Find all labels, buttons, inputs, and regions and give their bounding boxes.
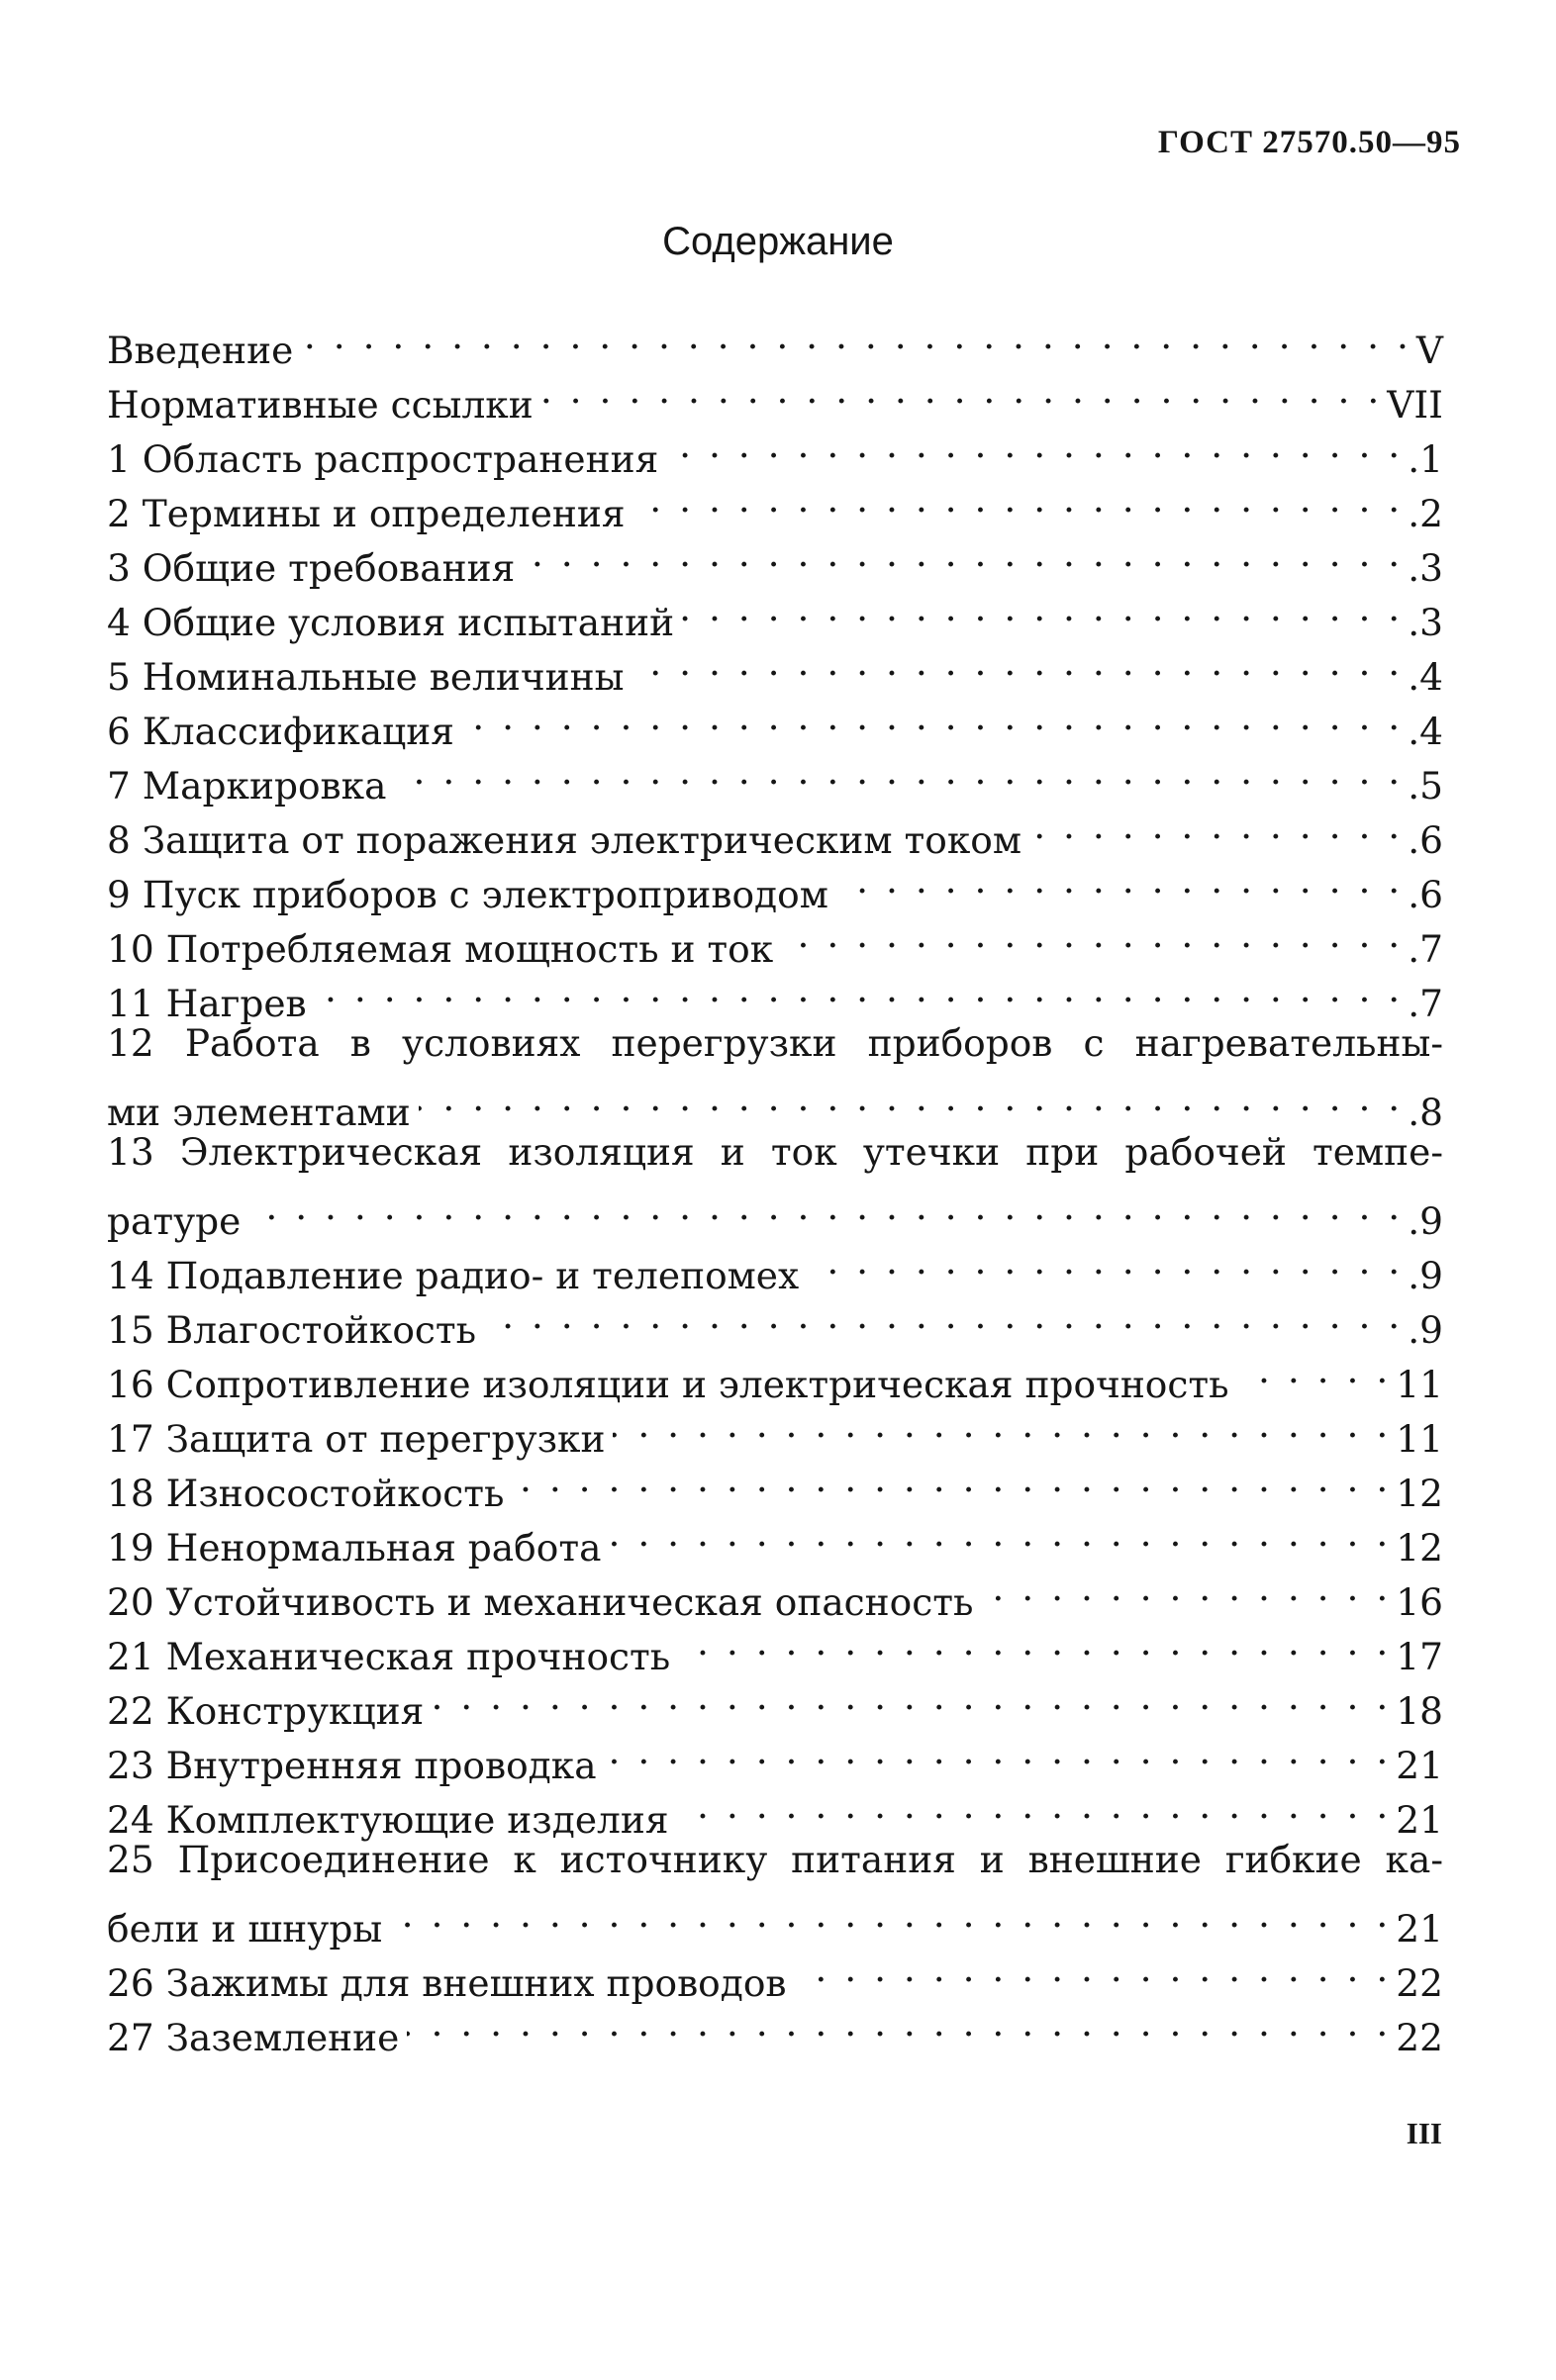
toc-entry-title: 20 Устойчивость и механическая опасность	[107, 1580, 974, 1624]
toc-entry-title: 22 Конструкция	[107, 1689, 425, 1733]
toc-entry-page: V	[1415, 329, 1443, 372]
toc-entry-page: .4	[1408, 710, 1443, 753]
toc-entry-first-line: 13 Электрическая изоляция и ток утечки при рабочей темпе-	[107, 1130, 1443, 1174]
page-title: Содержание	[662, 220, 894, 263]
toc-dot-leader	[248, 1180, 1400, 1234]
toc-entry	[107, 1887, 1443, 1951]
toc-dot-leader	[301, 309, 1409, 363]
toc-entry-first-line: 12 Работа в условиях перегрузки приборов с нагревательны-	[107, 1021, 1443, 1065]
toc-entry-page: .7	[1408, 927, 1443, 971]
toc-entry-page: .8	[1408, 1091, 1443, 1134]
toc-entry-title: 3 Общие требования	[107, 546, 516, 590]
toc-entry-page: 18	[1396, 1689, 1443, 1733]
toc-entry-page: .1	[1408, 437, 1443, 481]
toc-entry	[107, 1180, 1443, 1243]
toc-entry-title: 26 Зажимы для внешних проводов	[107, 1961, 787, 2005]
toc-entry-page: .9	[1408, 1199, 1443, 1243]
toc-entry-page: VII	[1387, 383, 1443, 427]
toc-entry-page: .6	[1408, 818, 1443, 862]
toc-dot-leader	[523, 526, 1400, 581]
toc-dot-leader	[678, 1615, 1388, 1669]
toc-entry-page: .4	[1408, 655, 1443, 699]
document-code: ГОСТ 27570.50—95	[1157, 125, 1461, 160]
toc-entry-title: Нормативные ссылки	[107, 383, 534, 427]
toc-dot-leader	[462, 690, 1400, 744]
toc-entry-page: .5	[1408, 764, 1443, 808]
toc-dot-leader	[795, 1942, 1389, 1996]
toc-entry-title: 11 Нагрев	[107, 982, 307, 1025]
toc-dot-leader	[807, 1234, 1400, 1288]
toc-dot-leader	[484, 1288, 1400, 1343]
toc-dot-leader	[315, 962, 1401, 1016]
toc-entry-page: 12	[1396, 1472, 1443, 1515]
toc-entry-title: 27 Заземление	[107, 2016, 400, 2059]
toc-dot-leader	[632, 635, 1401, 690]
toc-entry-page: 11	[1396, 1417, 1443, 1461]
toc-dot-leader	[512, 1452, 1388, 1506]
toc-entry-title: ратуре	[107, 1199, 242, 1243]
toc-entry-page: .3	[1408, 546, 1443, 590]
toc-entry-title: ми элементами	[107, 1091, 411, 1134]
toc-entry-title: 9 Пуск приборов с электроприводом	[107, 873, 828, 916]
page-number: III	[1406, 2116, 1442, 2150]
toc-entry-first-line: 25 Присоединение к источнику питания и внешние гибкие ка-	[107, 1838, 1443, 1881]
toc-entry-title: Введение	[107, 329, 294, 372]
toc-entry-title: 16 Сопротивление изоляции и электрическая прочность	[107, 1363, 1229, 1406]
toc-dot-leader	[682, 581, 1400, 635]
toc-entry-page: .6	[1408, 873, 1443, 916]
toc-dot-leader	[981, 1561, 1388, 1615]
toc-entry-page: .9	[1408, 1308, 1443, 1352]
toc-entry-title: 7 Маркировка	[107, 764, 387, 808]
toc-entry-title: 17 Защита от перегрузки	[107, 1417, 606, 1461]
toc-entry-title: 5 Номинальные величины	[107, 655, 625, 699]
toc-dot-leader	[419, 1071, 1400, 1125]
table-of-contents	[107, 309, 1443, 2059]
toc-entry	[107, 1071, 1443, 1134]
toc-entry-title: 6 Классификация	[107, 710, 454, 753]
toc-entry-title: 24 Комплектующие изделия	[107, 1798, 669, 1842]
toc-dot-leader	[390, 1887, 1388, 1942]
toc-entry-title: 14 Подавление радио- и телепомех	[107, 1254, 800, 1297]
toc-entry-title: 2 Термины и определения	[107, 492, 626, 535]
toc-entry-page: 16	[1396, 1580, 1443, 1624]
toc-entry-title: 21 Механическая прочность	[107, 1635, 671, 1678]
toc-entry-page: 22	[1396, 1961, 1443, 2005]
toc-entry	[107, 1234, 1443, 1297]
toc-entry-title: 19 Ненормальная работа	[107, 1526, 602, 1570]
toc-entry-page: 12	[1396, 1526, 1443, 1570]
toc-dot-leader	[781, 907, 1400, 962]
toc-dot-leader	[676, 1778, 1388, 1833]
toc-dot-leader	[1029, 799, 1400, 853]
toc-entry-page: 21	[1396, 1744, 1443, 1787]
toc-dot-leader	[1237, 1343, 1389, 1397]
toc-entry-page: .2	[1408, 492, 1443, 535]
toc-entry-title: 23 Внутренняя проводка	[107, 1744, 597, 1787]
toc-entry-page: .3	[1408, 601, 1443, 644]
toc-entry-page: 11	[1396, 1363, 1443, 1406]
toc-dot-leader	[609, 1506, 1388, 1561]
toc-entry-page: 21	[1396, 1798, 1443, 1842]
toc-dot-leader	[432, 1669, 1388, 1724]
toc-entry-page: 17	[1396, 1635, 1443, 1678]
toc-dot-leader	[613, 1397, 1388, 1452]
toc-entry-title: 10 Потребляемая мощность и ток	[107, 927, 774, 971]
toc-entry-page: 21	[1396, 1907, 1443, 1951]
toc-entry-title: 4 Общие условия испытаний	[107, 601, 675, 644]
toc-dot-leader	[407, 1996, 1388, 2050]
toc-entry-page: 22	[1396, 2016, 1443, 2059]
toc-dot-leader	[605, 1724, 1389, 1778]
toc-entry-title: 15 Влагостойкость	[107, 1308, 477, 1352]
toc-dot-leader	[836, 853, 1400, 907]
toc-dot-leader	[394, 744, 1400, 799]
toc-entry	[107, 363, 1443, 427]
toc-entry-page: .9	[1408, 1254, 1443, 1297]
toc-entry-title: 1 Область распространения	[107, 437, 659, 481]
toc-dot-leader	[633, 472, 1401, 526]
toc-entry-title: бели и шнуры	[107, 1907, 383, 1951]
toc-entry-title: 18 Износостойкость	[107, 1472, 505, 1515]
toc-entry-page: .7	[1408, 982, 1443, 1025]
toc-dot-leader	[541, 363, 1380, 418]
toc-entry-title: 8 Защита от поражения электрическим током	[107, 818, 1022, 862]
toc-dot-leader	[666, 418, 1400, 472]
toc-entry	[107, 309, 1443, 372]
